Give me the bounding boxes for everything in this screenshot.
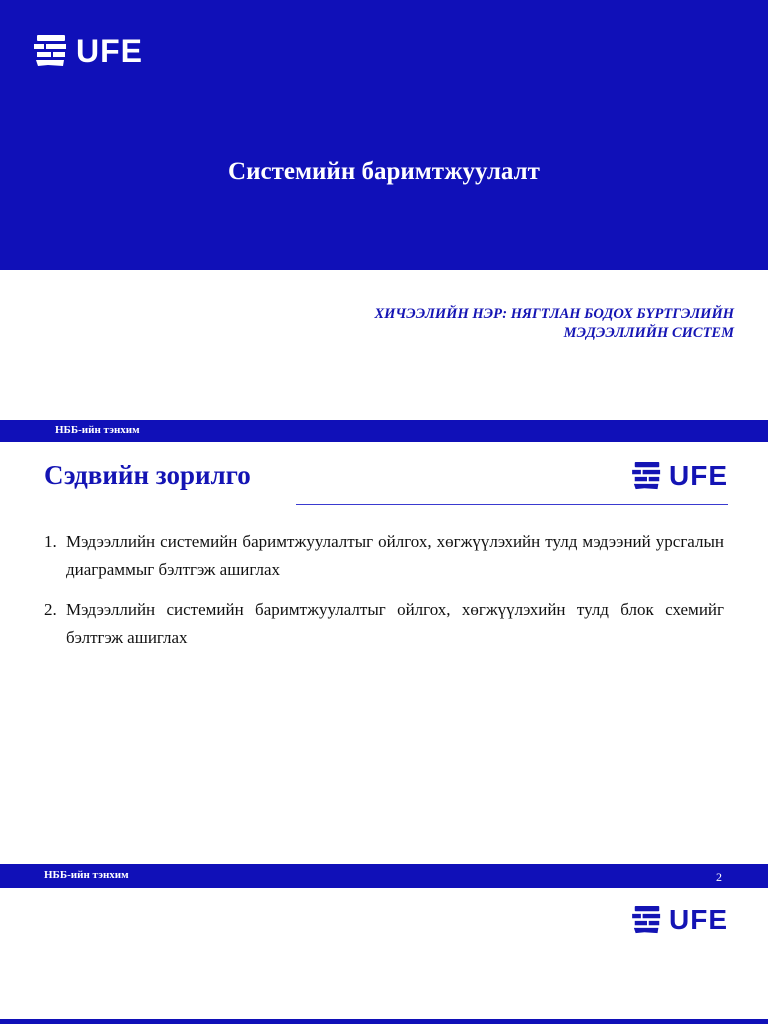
course-name-line-1: ХИЧЭЭЛИЙН НЭР: НЯГТЛАН БОДОХ БҮРТГЭЛИЙН [374,306,734,322]
page-number: 2 [716,870,722,884]
slide-footer [0,420,768,442]
ufe-logo [34,35,143,67]
ufe-logo-icon [632,462,662,490]
ufe-logo-text: UFE [669,904,728,935]
presentation-title: Системийн баримтжуулалт [228,158,540,185]
next-slide [0,890,768,1024]
department-label: НББ-ийн тэнхим [55,424,140,436]
course-name [254,305,734,343]
title-slide [0,0,768,442]
bottom-bar [0,1019,768,1024]
course-name-line-2: МЭДЭЭЛЛИЙН СИСТЕМ [563,325,734,341]
ufe-logo-text: UFE [76,33,143,69]
list-item-text: Мэдээллийн системийн баримтжуулалтыг ойлгох, хөгжүүлэхийн тулд мэдээний урсгалын диаграммыг бэлтгэж ашиглах [66,532,724,579]
list-item [44,528,724,584]
objectives-list [44,528,724,664]
ufe-logo-icon [34,35,68,67]
title-divider [296,504,728,505]
list-number: 1. [44,532,57,551]
objectives-slide [0,442,768,890]
list-item-text: Мэдээллийн системийн баримтжуулалтыг ойлгох, хөгжүүлэхийн тулд блок схемийг бэлтгэж ашиглах [66,600,724,647]
slide-footer [0,864,768,888]
ufe-logo [632,462,728,490]
department-label: НББ-ийн тэнхим [44,869,129,881]
ufe-logo-text: UFE [669,460,728,491]
ufe-logo-icon [632,906,662,934]
ufe-logo [632,906,728,934]
list-number: 2. [44,600,57,619]
slide-title: Сэдвийн зорилго [44,460,251,490]
list-item [44,596,724,652]
